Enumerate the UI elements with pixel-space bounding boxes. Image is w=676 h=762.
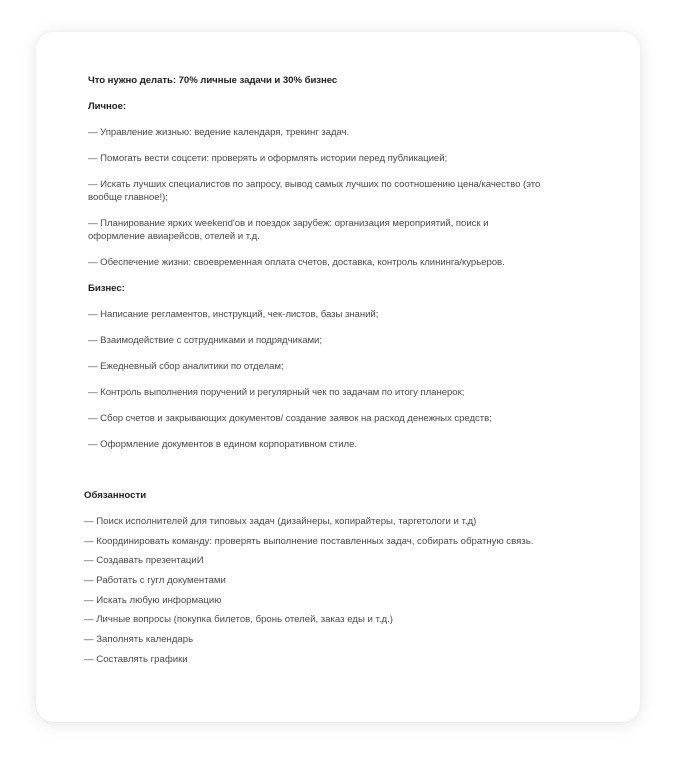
responsibility-item: — Создавать презентациИ [84,555,204,567]
business-item: — Написание регламентов, инструкций, чек-листов, базы знаний; [88,309,379,320]
personal-item-line: оформление авиарейсов, отелей и т.д. [88,231,260,242]
responsibility-item: — Поиск исполнителей для типовых задач (дизайнеры, копирайтеры, таргетологи и т.д) [84,516,477,527]
responsibilities-heading: Обязанности [84,490,147,501]
business-heading: Бизнес: [88,283,125,294]
responsibility-item: — Составлять графики [84,653,188,665]
duties-plan-section [88,74,598,464]
personal-item-line: — Искать лучших специалистов по запросу, вывод самых лучших по соотношению цена/качество (это [88,179,541,190]
responsibility-item: — Координировать команду: проверять выполнение поставленных задач, собирать обратную связь. [84,535,534,547]
business-item: — Сбор счетов и закрывающих документов/ создание заявок на расход денежных средств; [88,413,492,424]
personal-heading: Личное: [88,101,127,112]
responsibility-item: — Работать с гугл документами [84,575,226,587]
personal-item: — Управление жизнью: ведение календаря, трекинг задач. [88,127,350,138]
responsibilities-section [84,489,604,673]
personal-item-line: вообще главное!); [88,192,168,203]
business-item: — Контроль выполнения поручений и регулярный чек по задачам по итогу планерок; [88,387,465,398]
business-item: — Оформление документов в едином корпоративном стиле. [88,439,357,450]
personal-item [88,178,598,204]
plan-title: Что нужно делать: 70% личные задачи и 30% бизнес [88,75,338,86]
personal-item: — Помогать вести соцсети: проверять и оформлять истории перед публикацией; [88,153,448,164]
personal-item-line: — Планирование ярких weekend'ов и поездок зарубеж: организация мероприятий, поиск и [88,218,489,229]
personal-item: — Обеспечение жизни: своевременная оплата счетов, доставка, контроль клининга/курьеров. [88,257,505,268]
responsibility-item: — Личные вопросы (покупка билетов, бронь отелей, заказ еды и т.д.) [84,614,393,626]
responsibility-item: — Искать любую информацию [84,594,222,606]
personal-item [88,217,598,243]
business-item: — Ежедневный сбор аналитики по отделам; [88,361,284,372]
business-item: — Взаимодействие с сотрудниками и подрядчиками; [88,335,322,346]
responsibility-item: — Заполнять календарь [84,634,194,646]
